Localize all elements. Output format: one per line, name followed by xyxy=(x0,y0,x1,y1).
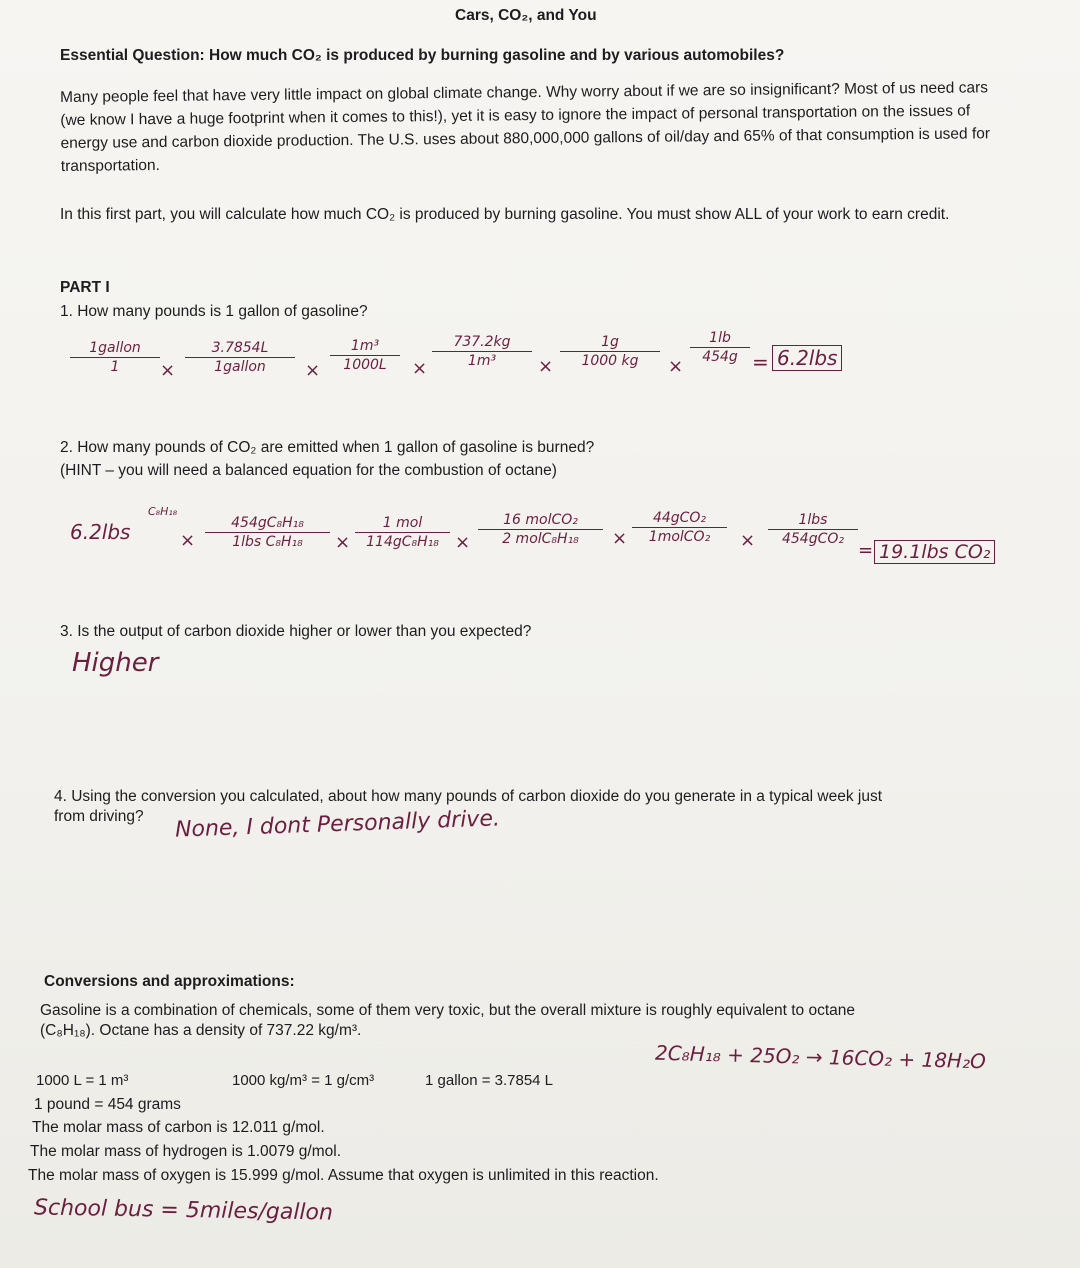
q2-times-1: × xyxy=(335,532,351,553)
q1-times-4: × xyxy=(538,356,554,377)
q2-lead-label: C₈H₁₈ xyxy=(148,505,178,518)
q1-fraction-6: 1lb 454g xyxy=(690,330,750,365)
q1-equals: = xyxy=(752,350,769,374)
q1-fraction-2: 3.7854L 1gallon xyxy=(185,340,295,375)
q2-fraction-1: 454gC₈H₁₈ 1lbs C₈H₁₈ xyxy=(205,515,330,550)
question-2: 2. How many pounds of CO₂ are emitted when 1 gallon of gasoline is burned? xyxy=(60,439,595,456)
conversion-density: 1000 kg/m³ = 1 g/cm³ xyxy=(232,1072,375,1089)
q1-times-2: × xyxy=(305,360,321,381)
q1-fraction-5: 1g 1000 kg xyxy=(560,334,660,369)
conversions-line-1: Gasoline is a combination of chemicals, some of them very toxic, but the overall mixture is roughly equivalent to octane xyxy=(40,1002,856,1019)
q2-times-4: × xyxy=(740,530,756,551)
intro-paragraph: Many people feel that have very little impact on global climate change. Why worry about if we are so insignificant? Most of us need cars (we know I have a huge footprint when it comes to this!), yet it is easy to ignore the impact of personal transportation on the issues of energy use and carbon dioxide production. The U.S. uses about 880,000,000 gallons of oil/day and 65% of that consumption is used for transportation. xyxy=(60,79,991,175)
conversion-liters: 1000 L = 1 m³ xyxy=(36,1072,129,1089)
q2-fraction-3: 16 molCO₂ 2 molC₈H₁₈ xyxy=(478,512,603,547)
question-2-hint: (HINT – you will need a balanced equation for the combustion of octane) xyxy=(60,462,557,479)
molar-mass-oxygen: The molar mass of oxygen is 15.999 g/mol. Assume that oxygen is unlimited in this reaction. xyxy=(28,1167,659,1184)
q1-times-5: × xyxy=(668,356,684,377)
question-4-line-1: 4. Using the conversion you calculated, about how many pounds of carbon dioxide do you generate in a typical week just xyxy=(54,788,883,805)
worksheet-title: Cars, CO₂, and You xyxy=(455,7,597,24)
essential-question: Essential Question: How much CO₂ is produced by burning gasoline and by various automobiles? xyxy=(60,47,785,64)
molar-mass-carbon: The molar mass of carbon is 12.011 g/mol. xyxy=(32,1119,325,1136)
q2-lead-value: 6.2lbs xyxy=(70,520,131,544)
question-4-line-2: from driving? xyxy=(54,808,144,825)
q2-equals: = xyxy=(858,540,874,561)
question-1: 1. How many pounds is 1 gallon of gasoline? xyxy=(60,303,368,320)
conversions-heading: Conversions and approximations: xyxy=(44,973,295,990)
question-3: 3. Is the output of carbon dioxide higher or lower than you expected? xyxy=(60,623,532,640)
q2-times-2: × xyxy=(455,532,471,553)
molar-mass-hydrogen: The molar mass of hydrogen is 1.0079 g/mol. xyxy=(30,1143,342,1160)
conversion-pound: 1 pound = 454 grams xyxy=(34,1096,181,1113)
balanced-equation: 2C₈H₁₈ + 25O₂ → 16CO₂ + 18H₂O xyxy=(654,1040,987,1074)
conversion-gallon: 1 gallon = 3.7854 L xyxy=(425,1072,554,1089)
q1-answer-box: 6.2lbs xyxy=(772,345,842,371)
q2-fraction-5: 1lbs 454gCO₂ xyxy=(768,512,858,547)
instructions-paragraph: In this first part, you will calculate how much CO₂ is produced by burning gasoline. You must show ALL of your work to earn credit. xyxy=(60,206,950,223)
q2-times-3: × xyxy=(612,528,628,549)
question-4-answer: None, I dont Personally drive. xyxy=(174,806,501,843)
q2-fraction-4: 44gCO₂ 1molCO₂ xyxy=(632,510,727,545)
q1-fraction-3: 1m³ 1000L xyxy=(330,338,400,373)
q1-fraction-1: 1gallon 1 xyxy=(70,340,160,375)
q1-times-1: × xyxy=(160,360,176,381)
part-label: PART I xyxy=(60,279,110,296)
q2-fraction-2: 1 mol 114gC₈H₁₈ xyxy=(355,515,450,550)
conversions-line-2: (C₈H₁₈). Octane has a density of 737.22 kg/m³. xyxy=(40,1022,362,1039)
q1-fraction-4: 737.2kg 1m³ xyxy=(432,334,532,369)
q2-times-0: × xyxy=(180,530,196,551)
question-3-answer: Higher xyxy=(72,648,159,678)
bottom-handwritten-note: School bus = 5miles/gallon xyxy=(33,1195,334,1226)
q1-times-3: × xyxy=(412,358,428,379)
q2-answer-box: 19.1lbs CO₂ xyxy=(874,540,995,564)
